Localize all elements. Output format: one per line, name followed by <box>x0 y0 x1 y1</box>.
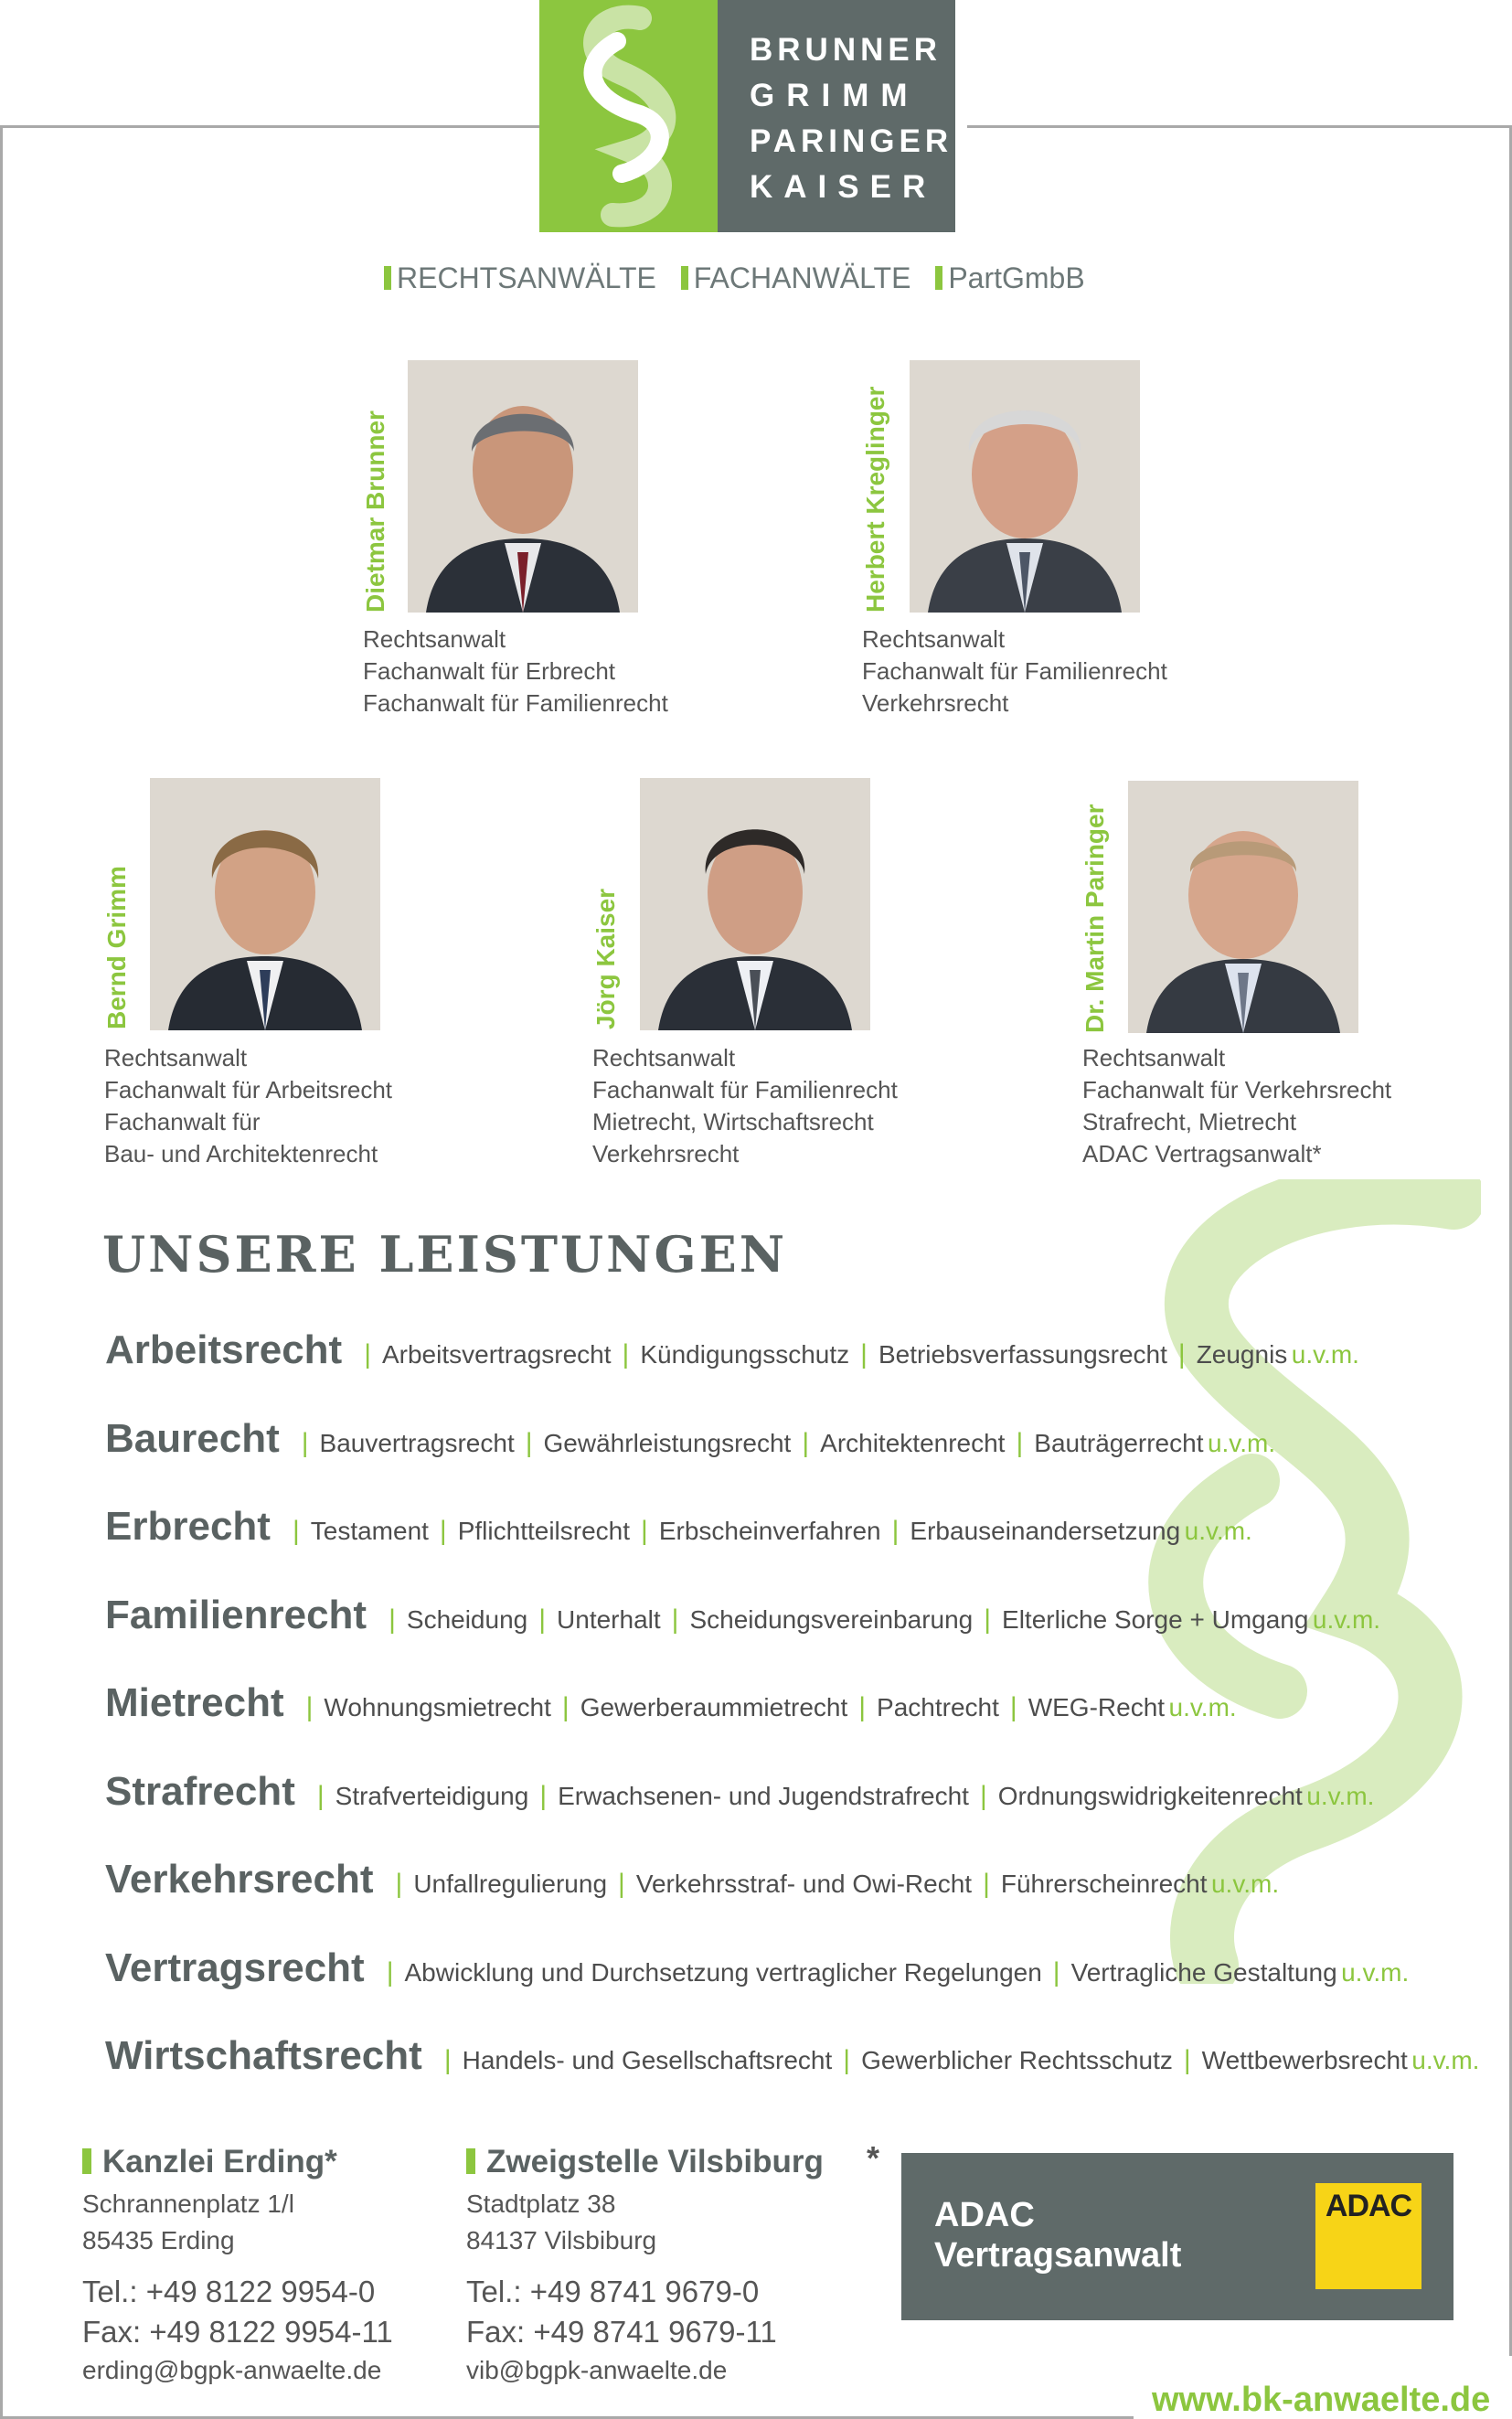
separator: | <box>292 1516 300 1546</box>
person-line: Fachanwalt für Familienrecht <box>363 689 668 717</box>
frame-line-top-left <box>0 125 539 128</box>
separator: | <box>1183 2045 1191 2075</box>
service-row <box>105 1680 1237 1726</box>
service-item: Vertragliche Gestaltung <box>1070 1958 1337 1987</box>
office-phone: Tel.: +49 8122 9954-0 <box>82 2275 376 2308</box>
service-more: u.v.m. <box>1210 1870 1280 1898</box>
person-name-vertical: Herbert Kreglinger <box>861 386 889 613</box>
office-email[interactable]: erding@bgpk-anwaelte.de <box>82 2356 382 2384</box>
separator: | <box>802 1428 810 1458</box>
separator: | <box>983 1869 990 1899</box>
service-item: Handels- und Gesellschaftsrecht <box>462 2046 833 2074</box>
office-city: 85435 Erding <box>82 2226 235 2254</box>
separator: | <box>1009 1692 1017 1722</box>
person-line: Rechtsanwalt <box>1082 1044 1226 1071</box>
service-area: Familienrecht <box>105 1593 367 1637</box>
office-phone: Tel.: +49 8741 9679-0 <box>466 2275 760 2308</box>
office-title <box>82 2144 393 2180</box>
service-area: Wirtschaftsrecht <box>105 2033 422 2078</box>
service-item: Pachtrecht <box>877 1693 999 1721</box>
service-more: u.v.m. <box>1291 1340 1359 1369</box>
service-area: Erbrecht <box>105 1504 271 1549</box>
service-more: u.v.m. <box>1306 1782 1375 1810</box>
service-item: WEG-Recht <box>1028 1693 1166 1721</box>
service-row <box>105 1593 1380 1638</box>
service-item: Verkehrsstraf- und Owi-Recht <box>635 1870 973 1898</box>
person-line: Verkehrsrecht <box>862 689 1009 717</box>
portrait-photo <box>640 778 870 1030</box>
person-line: Strafrecht, Mietrecht <box>1082 1108 1297 1135</box>
service-item: Testament <box>310 1517 429 1545</box>
separator: | <box>539 1781 548 1811</box>
separator: | <box>641 1516 648 1546</box>
person-line: Rechtsanwalt <box>363 625 506 653</box>
person-line: ADAC Vertragsanwalt* <box>1082 1140 1322 1167</box>
website-link[interactable]: www.bk-anwaelte.de <box>1152 2381 1491 2419</box>
firm-name-2: GRIMM <box>750 78 920 113</box>
separator: | <box>561 1692 570 1722</box>
firm-name-4: KAISER <box>750 169 937 205</box>
adac-logo: ADAC <box>1315 2183 1421 2289</box>
office-vilsbiburg <box>466 2144 824 2389</box>
service-item: Erbauseinandersetzung <box>910 1517 1181 1545</box>
service-item: Arbeitsvertragsrecht <box>381 1340 612 1369</box>
firm-logo <box>539 0 955 232</box>
service-more: u.v.m. <box>1341 1958 1410 1987</box>
service-item: Wettbewerbsrecht <box>1201 2046 1408 2074</box>
service-row <box>105 1327 1359 1373</box>
service-item: Kündigungsschutz <box>640 1340 850 1369</box>
service-area: Mietrecht <box>105 1680 284 1725</box>
person-name-vertical: Bernd Grimm <box>102 866 131 1029</box>
separator: | <box>1177 1339 1186 1369</box>
person-name-vertical: Jörg Kaiser <box>591 888 620 1029</box>
person-line: Fachanwalt für Verkehrsrecht <box>1082 1076 1392 1103</box>
separator: | <box>1052 1957 1060 1987</box>
service-item: Abwicklung und Durchsetzung vertraglicher Regelungen <box>404 1958 1042 1987</box>
office-title-text: Kanzlei Erding* <box>102 2144 337 2179</box>
office-title-text: Zweigstelle Vilsbiburg <box>486 2144 824 2179</box>
tagline-item: FACHANWÄLTE <box>693 261 911 294</box>
office-street: Stadtplatz 38 <box>466 2190 616 2218</box>
separator: | <box>622 1339 630 1369</box>
service-more: u.v.m. <box>1168 1693 1237 1721</box>
separator: | <box>443 2045 452 2075</box>
office-title <box>466 2144 824 2180</box>
service-item: Unfallregulierung <box>413 1870 608 1898</box>
adac-line-1: ADAC <box>934 2196 1035 2234</box>
portrait-photo <box>1128 781 1358 1033</box>
service-item: Bauvertragsrecht <box>319 1429 515 1457</box>
service-item: Strafverteidigung <box>335 1782 529 1810</box>
separator: | <box>1016 1428 1024 1458</box>
person-line: Rechtsanwalt <box>104 1044 248 1071</box>
service-row <box>105 1945 1409 1991</box>
service-item: Scheidung <box>406 1605 528 1634</box>
person-line: Fachanwalt für Arbeitsrecht <box>104 1076 393 1103</box>
portrait-photo <box>150 778 380 1030</box>
person-description <box>1082 1042 1391 1170</box>
service-item: Betriebsverfassungsrecht <box>878 1340 1167 1369</box>
separator: | <box>386 1957 394 1987</box>
separator: | <box>364 1339 371 1369</box>
portrait-photo <box>408 360 638 613</box>
service-area: Strafrecht <box>105 1769 295 1814</box>
office-fax: Fax: +49 8741 9679-11 <box>466 2315 777 2349</box>
separator: | <box>389 1604 396 1635</box>
person-line: Fachanwalt für Familienrecht <box>592 1076 898 1103</box>
separator: | <box>439 1516 447 1546</box>
service-item: Scheidungsvereinbarung <box>689 1605 974 1634</box>
person-line: Verkehrsrecht <box>592 1140 740 1167</box>
separator: | <box>538 1604 547 1635</box>
firm-name-3: PARINGER <box>750 123 953 159</box>
person-description <box>862 623 1167 719</box>
separator: | <box>860 1339 868 1369</box>
separator: | <box>618 1869 625 1899</box>
person-description <box>104 1042 392 1170</box>
service-item: Gewährleistungsrecht <box>543 1429 792 1457</box>
service-more: u.v.m. <box>1411 2046 1480 2074</box>
separator: | <box>525 1428 533 1458</box>
adac-badge <box>901 2153 1453 2320</box>
separator: | <box>305 1692 314 1722</box>
paragraph-mark-icon <box>539 0 718 232</box>
person-description <box>592 1042 898 1170</box>
service-item: Elterliche Sorge + Umgang <box>1002 1605 1309 1634</box>
service-item: Führerscheinrecht <box>1000 1870 1208 1898</box>
service-area: Arbeitsrecht <box>105 1327 343 1372</box>
service-more: u.v.m. <box>1312 1605 1381 1634</box>
office-city: 84137 Vilsbiburg <box>466 2226 657 2254</box>
service-item: Unterhalt <box>557 1605 661 1634</box>
person-line: Rechtsanwalt <box>592 1044 736 1071</box>
service-item: Architektenrecht <box>820 1429 1006 1457</box>
tagline <box>384 261 1102 295</box>
separator: | <box>891 1516 900 1546</box>
portrait-photo <box>910 360 1140 613</box>
service-row <box>105 1416 1275 1462</box>
service-item: Erwachsenen- und Jugendstrafrecht <box>558 1782 969 1810</box>
footnote-asterisk: * <box>867 2139 880 2177</box>
person-line: Mietrecht, Wirtschaftsrecht <box>592 1108 874 1135</box>
separator: | <box>301 1428 309 1458</box>
person-name-vertical: Dr. Martin Paringer <box>1081 804 1109 1033</box>
separator: | <box>979 1781 987 1811</box>
firm-names <box>750 27 953 210</box>
service-more: u.v.m. <box>1184 1517 1252 1545</box>
separator: | <box>984 1604 992 1635</box>
separator: | <box>395 1869 403 1899</box>
person-line: Rechtsanwalt <box>862 625 1006 653</box>
separator: | <box>316 1781 325 1811</box>
separator: | <box>671 1604 679 1635</box>
separator: | <box>843 2045 851 2075</box>
tagline-item: RECHTSANWÄLTE <box>397 261 656 294</box>
person-line: Fachanwalt für Erbrecht <box>363 657 616 685</box>
service-item: Ordnungswidrigkeitenrecht <box>997 1782 1303 1810</box>
frame-line-top-right <box>967 125 1512 128</box>
frame-line-left <box>0 125 3 2419</box>
service-row <box>105 2033 1479 2079</box>
service-item: Gewerberaummietrecht <box>580 1693 848 1721</box>
service-item: Wohnungsmietrecht <box>324 1693 551 1721</box>
person-line: Bau- und Architektenrecht <box>104 1140 378 1167</box>
adac-line-2: Vertragsanwalt <box>934 2236 1182 2275</box>
service-row <box>105 1857 1279 1902</box>
person-line: Fachanwalt für <box>104 1108 261 1135</box>
person-line: Fachanwalt für Familienrecht <box>862 657 1167 685</box>
services-title: UNSERE LEISTUNGEN <box>102 1225 788 1284</box>
office-street: Schrannenplatz 1/l <box>82 2190 294 2218</box>
service-item: Bauträgerrecht <box>1034 1429 1204 1457</box>
service-area: Verkehrsrecht <box>105 1857 374 1902</box>
person-description <box>363 623 668 719</box>
service-row <box>105 1504 1252 1550</box>
office-erding <box>82 2144 393 2389</box>
service-area: Baurecht <box>105 1416 280 1461</box>
tagline-item: PartGmbB <box>948 261 1085 294</box>
service-item: Zeugnis <box>1196 1340 1288 1369</box>
person-name-vertical: Dietmar Brunner <box>361 410 389 613</box>
service-item: Erbscheinverfahren <box>658 1517 881 1545</box>
office-email[interactable]: vib@bgpk-anwaelte.de <box>466 2356 728 2384</box>
service-row <box>105 1769 1374 1815</box>
service-item: Pflichtteilsrecht <box>457 1517 631 1545</box>
office-fax: Fax: +49 8122 9954-11 <box>82 2315 393 2349</box>
firm-name-1: BRUNNER <box>750 32 942 68</box>
service-area: Vertragsrecht <box>105 1945 365 1990</box>
service-more: u.v.m. <box>1207 1429 1276 1457</box>
service-item: Gewerblicher Rechtsschutz <box>861 2046 1173 2074</box>
separator: | <box>858 1692 867 1722</box>
